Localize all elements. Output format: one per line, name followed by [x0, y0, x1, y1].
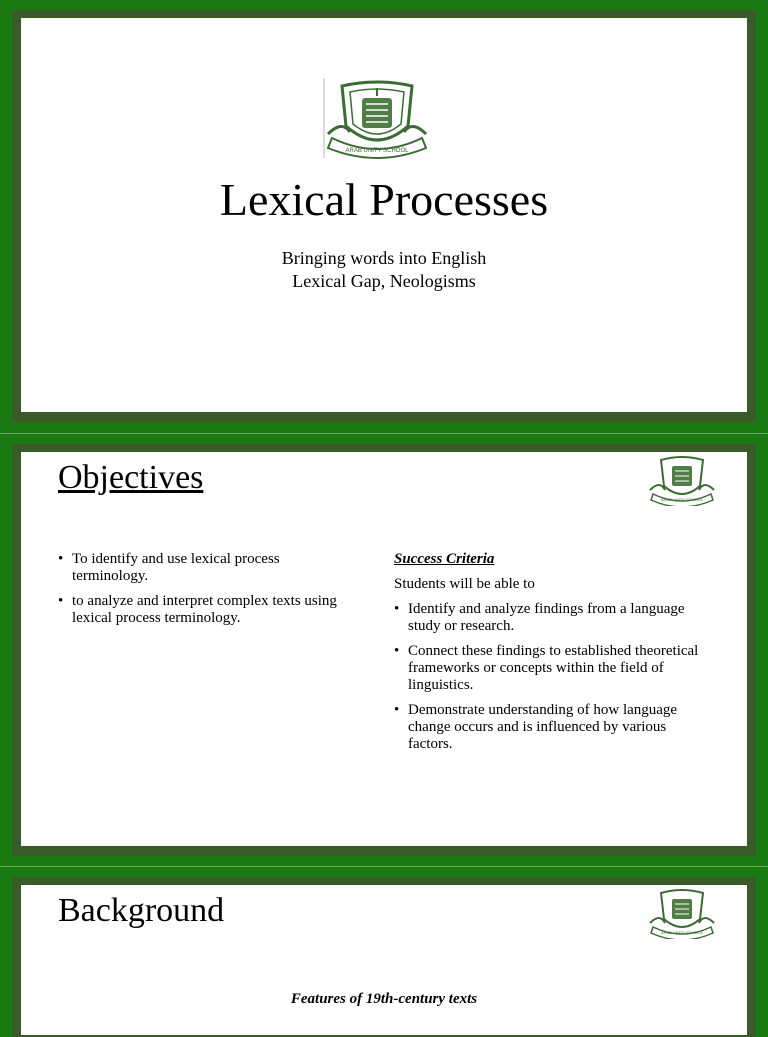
school-crest-icon — [647, 454, 717, 506]
objectives-heading: Objectives — [58, 459, 204, 496]
objective-item: • To identify and use lexical process terminology. — [58, 551, 358, 585]
success-criteria-column — [394, 551, 712, 761]
slide-objectives — [21, 452, 747, 846]
slide-background — [21, 885, 747, 1035]
presentation-title: Lexical Processes — [219, 174, 549, 225]
svg-text:ARAB UNITY SCHOOL: ARAB UNITY SCHOOL — [661, 497, 703, 502]
criteria-item: • Identify and analyze findings from a language study or research. — [394, 601, 712, 635]
objectives-column — [58, 551, 358, 635]
school-crest-icon — [322, 76, 432, 160]
svg-text:ARAB UNITY SCHOOL: ARAB UNITY SCHOOL — [345, 148, 409, 154]
school-crest-icon — [647, 887, 717, 939]
background-heading: Background — [58, 892, 225, 929]
subtitle-line-1: Bringing words into English — [281, 248, 487, 268]
success-criteria-list — [394, 601, 712, 753]
slide-title — [21, 18, 747, 412]
success-criteria-title: Success Criteria — [394, 551, 495, 567]
criteria-item: • Connect these findings to established theoretical frameworks or concepts within the field of linguistics. — [394, 643, 712, 694]
criteria-item: • Demonstrate understanding of how language change occurs and is influenced by various factors. — [394, 702, 712, 753]
svg-text:ARAB UNITY SCHOOL: ARAB UNITY SCHOOL — [661, 930, 703, 935]
success-criteria-intro: Students will be able to — [394, 576, 535, 592]
subtitle-line-2: Lexical Gap, Neologisms — [292, 271, 476, 291]
features-subheading: Features of 19th-century texts — [290, 991, 478, 1007]
objective-item: • to analyze and interpret complex texts using lexical process terminology. — [58, 593, 358, 627]
objectives-list — [58, 551, 358, 627]
